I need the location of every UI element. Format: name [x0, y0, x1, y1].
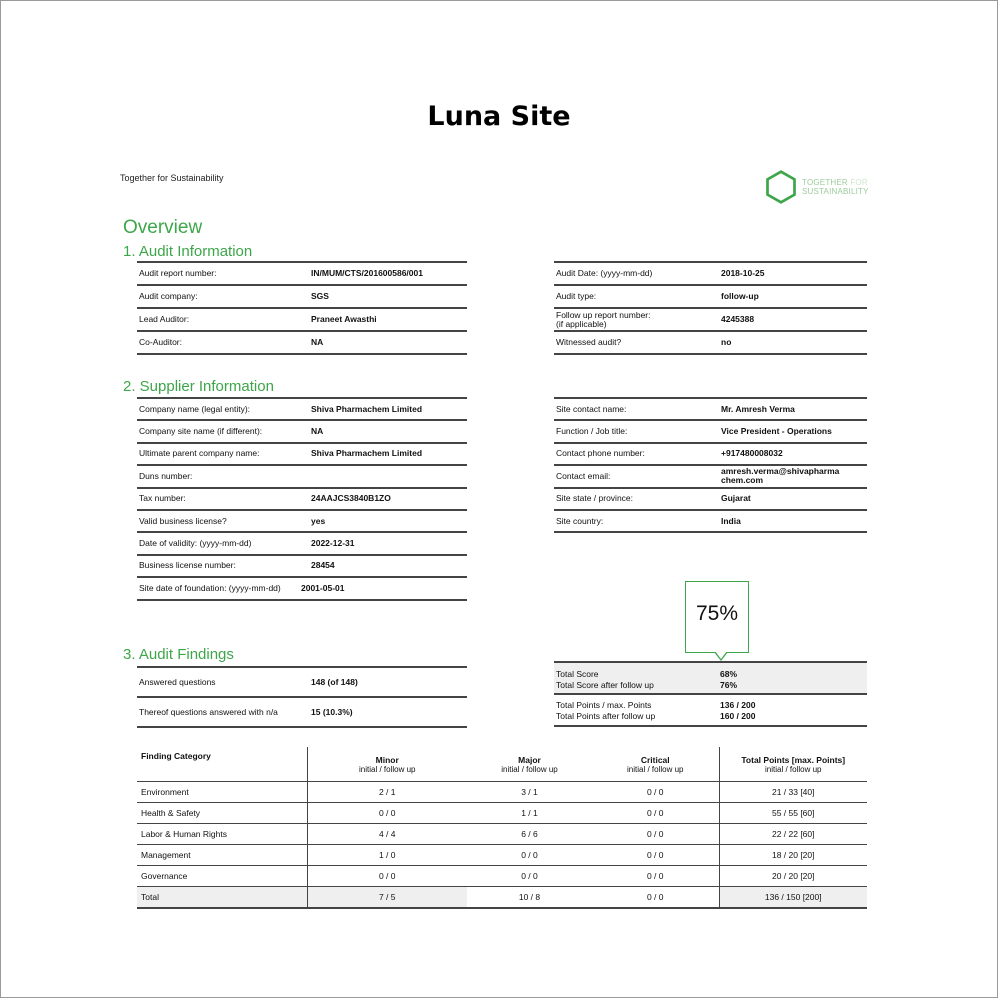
score-table	[554, 661, 867, 727]
audit-info-left-table	[137, 261, 467, 355]
table-row: Valid business license? yes	[137, 511, 467, 533]
table-total-row: Total 7 / 5 10 / 8 0 / 0 136 / 150 [200]	[137, 887, 867, 909]
audit-information-heading: 1. Audit Information	[123, 243, 253, 260]
table-row: Audit type: follow-up	[554, 286, 867, 309]
table-row: Answered questions 148 (of 148)	[137, 668, 467, 698]
table-row: Business license number: 28454	[137, 556, 467, 578]
table-row: Governance 0 / 0 0 / 0 0 / 0 20 / 20 [20]	[137, 866, 867, 887]
table-row: Site date of foundation: (yyyy-mm-dd) 2001-05-01	[137, 578, 467, 600]
table-row: Audit Date: (yyyy-mm-dd) 2018-10-25	[554, 263, 867, 286]
table-row: Audit report number: IN/MUM/CTS/201600586/001	[137, 263, 467, 286]
table-row: Tax number: 24AAJCS3840B1ZO	[137, 489, 467, 511]
table-row: Site country: India	[554, 511, 867, 533]
table-row: Management 1 / 0 0 / 0 0 / 0 18 / 20 [20]	[137, 845, 867, 866]
findings-summary-table	[137, 666, 467, 728]
audit-findings-heading: 3. Audit Findings	[123, 646, 234, 663]
table-row: Thereof questions answered with n/a 15 (10.3%)	[137, 698, 467, 728]
supplier-information-heading: 2. Supplier Information	[123, 378, 274, 395]
table-row: Ultimate parent company name: Shiva Pharmachem Limited	[137, 444, 467, 466]
supplier-info-left-table	[137, 397, 467, 601]
header-critical: Critical initial / follow up	[592, 747, 719, 782]
finding-category-table	[137, 747, 867, 909]
table-row: Function / Job title: Vice President - Operations	[554, 421, 867, 443]
table-row: Site state / province: Gujarat	[554, 489, 867, 511]
logo-wordmark: TOGETHER FOR SUSTAINABILITY	[802, 178, 869, 196]
header-major: Major initial / follow up	[467, 747, 592, 782]
table-row: Total Score Total Score after follow up 68% 76%	[554, 663, 867, 695]
table-row: Company name (legal entity): Shiva Pharmachem Limited	[137, 399, 467, 421]
header-finding-category: Finding Category	[137, 747, 307, 782]
table-row: Date of validity: (yyyy-mm-dd) 2022-12-31	[137, 533, 467, 555]
table-row: Site contact name: Mr. Amresh Verma	[554, 399, 867, 421]
table-row: Duns number:	[137, 466, 467, 488]
table-row: Company site name (if different): NA	[137, 421, 467, 443]
audit-info-right-table	[554, 261, 867, 355]
header-minor: Minor initial / follow up	[307, 747, 467, 782]
table-row: Co-Auditor: NA	[137, 332, 467, 355]
callout-score-text: 75%	[695, 602, 739, 625]
table-row: Environment 2 / 1 3 / 1 0 / 0 21 / 33 [40]	[137, 782, 867, 803]
page-title: Luna Site	[427, 101, 571, 132]
table-row: Contact email: amresh.verma@shivapharma chem.com	[554, 466, 867, 488]
table-row: Witnessed audit? no	[554, 332, 867, 355]
tfs-logo	[763, 167, 883, 207]
table-header-row	[137, 747, 867, 782]
supplier-info-right-table	[554, 397, 867, 533]
table-row: Audit company: SGS	[137, 286, 467, 309]
table-row: Total Points / max. Points Total Points after follow up 136 / 200 160 / 200	[554, 695, 867, 727]
table-row: Labor & Human Rights 4 / 4 6 / 6 0 / 0 22 / 22 [60]	[137, 824, 867, 845]
header-total-points: Total Points [max. Points] initial / follow up	[719, 747, 867, 782]
overview-heading: Overview	[123, 217, 203, 238]
table-row: Health & Safety 0 / 0 1 / 1 0 / 0 55 / 55 [60]	[137, 803, 867, 824]
table-row: Contact phone number: +917480008032	[554, 444, 867, 466]
organization-name: Together for Sustainability	[120, 173, 224, 183]
callout-pointer	[714, 652, 728, 661]
table-row: Follow up report number: (if applicable) 4245388	[554, 309, 867, 332]
table-row: Lead Auditor: Praneet Awasthi	[137, 309, 467, 332]
hexagon-logo-icon	[763, 169, 799, 205]
score-callout	[685, 581, 749, 653]
